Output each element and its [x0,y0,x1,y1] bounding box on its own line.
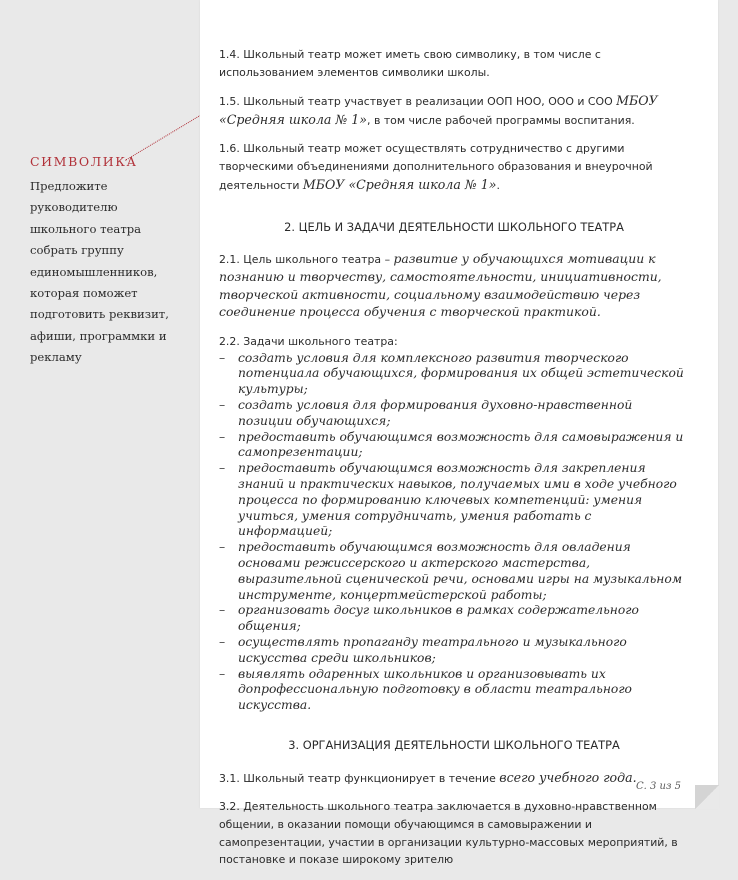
school-name: МБОУ «Средняя школа № 1» [302,176,497,192]
dash-bullet: – [219,603,226,618]
p16-tail: . [496,178,500,192]
sidebar-heading: СИМВОЛИКА [30,154,138,169]
paragraph-3-2: 3.2. Деятельность школьного театра заключается в духовно-нравственном общении, в оказании помощи обучающимся в самовыражении и самопрезентации, участии в организации культурно-массовых мероприятий, в постановке и показе широкому зрителю [219,800,678,867]
list-item-text: предоставить обучающимся возможность для самовыражения и самопрезентации; [238,429,684,460]
list-item [219,398,689,430]
page-number: С. 3 из 5 [636,781,681,792]
list-item-text: выявлять одаренных школьников и организовывать их допрофессиональную подготовку в области театрального искусства. [238,666,632,713]
document-page [200,0,718,867]
goal-text: развитие у обучающихся мотивации к познанию и творчеству, самостоятельности, инициативности, творческой активности, социальному взаимодействию через соединение процесса обучения с творческой практикой. [219,251,662,320]
dash-bullet: – [219,429,226,444]
document-content [219,46,689,880]
list-item-text: осуществлять пропаганду театрального и музыкального искусства среди школьников; [238,634,627,665]
list-item [219,635,689,667]
dash-bullet: – [219,634,226,649]
paragraph-2-2: 2.2. Задачи школьного театра: [219,334,398,348]
p21-text: 2.1. Цель школьного театра – [219,253,394,267]
dash-bullet: – [219,540,226,555]
school-name: МБОУ «Средняя школа № 1» [219,93,658,127]
p15-text: 1.5. Школьный театр участвует в реализации ООП НОО, ООО и СОО [219,95,617,109]
paragraph-2-1 [219,251,689,322]
paragraph-3-1 [219,769,689,788]
section-heading-3: 3. ОРГАНИЗАЦИЯ ДЕЯТЕЛЬНОСТИ ШКОЛЬНОГО ТЕАТРА [288,737,620,752]
p31-italic: всего учебного года. [499,769,637,785]
list-item [219,430,689,462]
list-item-text: создать условия для формирования духовно-нравственной позиции обучающихся; [238,397,633,428]
sidebar-text: Предложите руководителю школьного театра собрать группу единомышленников, которая поможет подготовить реквизит, афиши, программки и рекламу [30,179,169,365]
tasks-list [219,351,689,714]
paragraph-1-5 [219,92,689,129]
list-item [219,540,689,603]
paragraph-1-6 [219,140,689,194]
page-corner-fold [695,785,719,809]
p15-tail: , в том числе рабочей программы воспитания. [367,113,635,127]
p16-text: 1.6. Школьный театр может осуществлять сотрудничество с другими творческими объединениями дополнительного образования и внеурочной деятельности [219,142,653,192]
list-item [219,667,689,714]
dash-bullet: – [219,666,226,681]
dash-bullet: – [219,461,226,476]
dash-bullet: – [219,397,226,412]
list-item [219,461,689,540]
dash-bullet: – [219,350,226,365]
list-item-text: создать условия для комплексного развития творческого потенциала обучающихся, формирования их общей эстетической культуры; [238,350,684,397]
sidebar-note [30,154,180,369]
section-heading-2: 2. ЦЕЛЬ И ЗАДАЧИ ДЕЯТЕЛЬНОСТИ ШКОЛЬНОГО ТЕАТРА [284,220,624,235]
paragraph-1-4: 1.4. Школьный театр может иметь свою символику, в том числе с использованием элементов символики школы. [219,48,601,79]
p31-text: 3.1. Школьный театр функционирует в течение [219,771,500,785]
list-item-text: предоставить обучающимся возможность для овладения основами режиссерского и актерского мастерства, выразительной сценической речи, основами игры на музыкальном инструменте, концертмейстерской работы; [238,540,683,602]
list-item [219,351,689,398]
list-item [219,603,689,635]
list-item-text: организовать досуг школьников в рамках содержательного общения; [238,603,639,634]
list-item-text: предоставить обучающимся возможность для закрепления знаний и практических навыков, получаемых ими в ходе учебного процесса по формированию ключевых компетенций: умения учиться, умения сотрудничать, умения работать с информацией; [238,461,677,539]
